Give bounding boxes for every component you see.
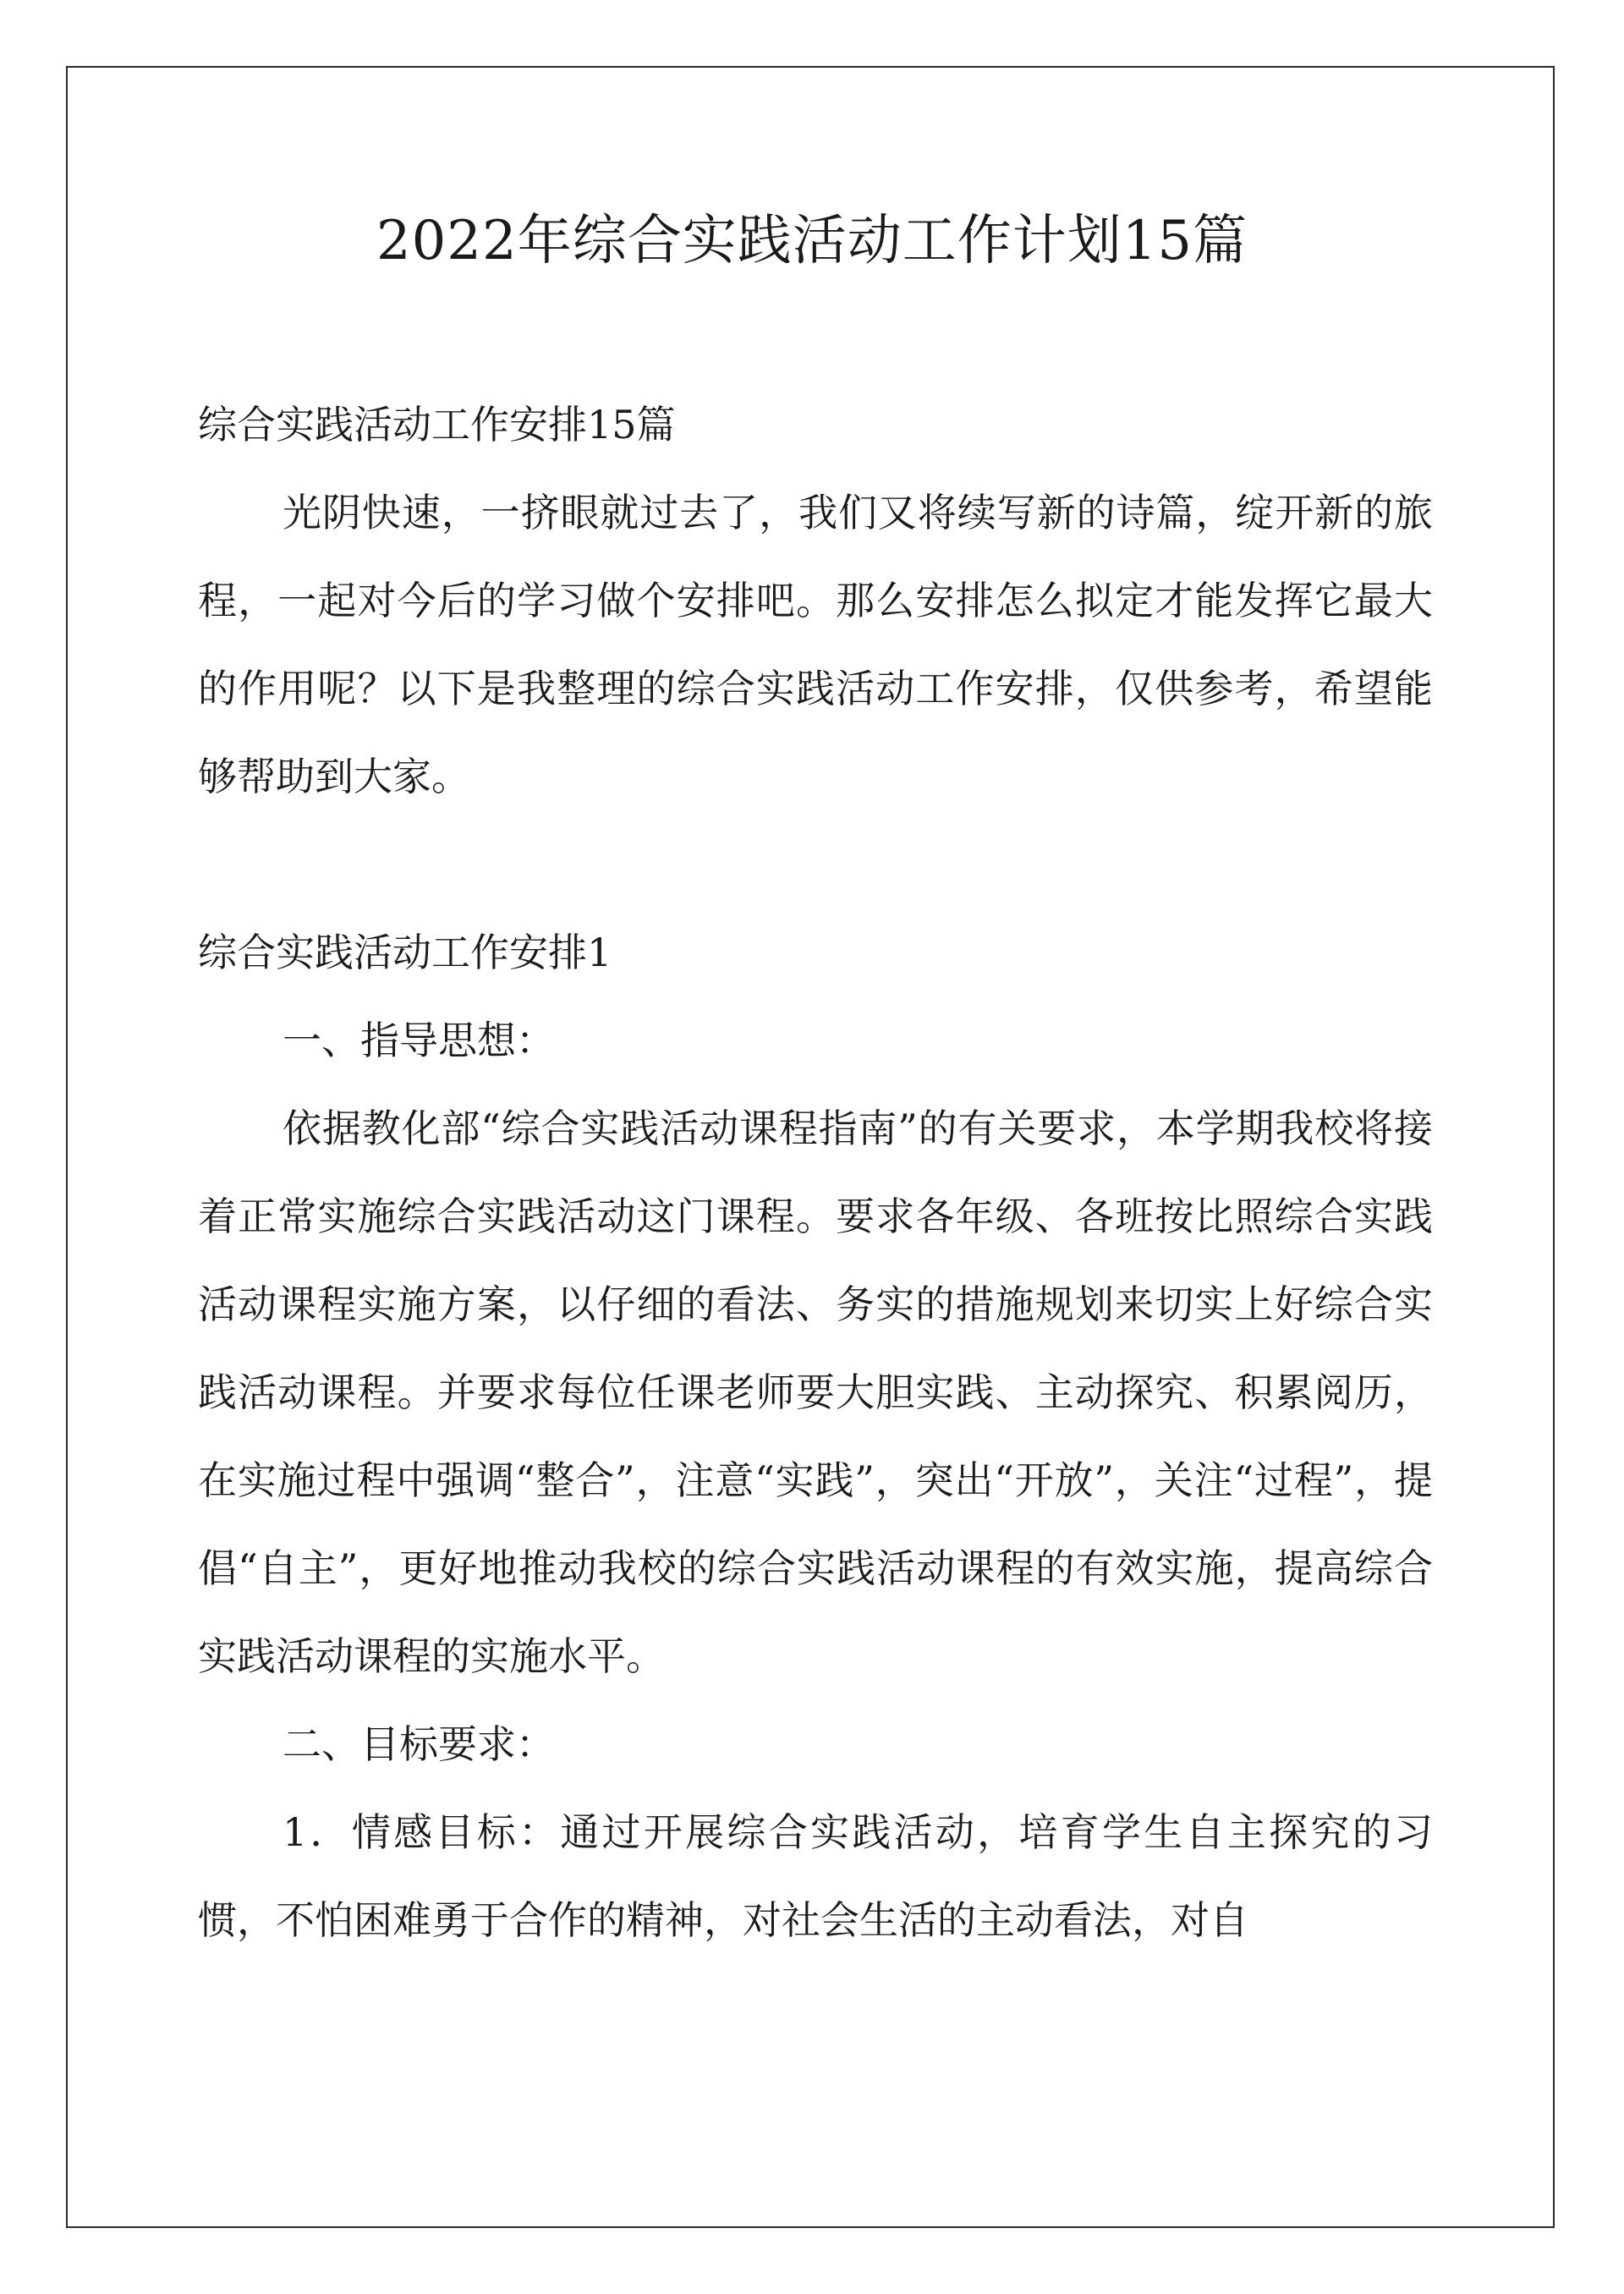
part1-paragraph: 依据教化部“综合实践活动课程指南”的有关要求，本学期我校将接着正常实施综合实践活动这门课程。要求各年级、各班按比照综合实践活动课程实施方案，以仔细的看法、务实的措施规划来切实上好综合实践活动课程。并要求每位任课老师要大胆实践、主动探究、积累阅历，在实施过程中强调“整合”，注意“实践”，突出“开放”，关注“过程”，提倡“自主”，更好地推动我校的综合实践活动课程的有效实施，提高综合实践活动课程的实施水平。 — [198, 1106, 1433, 1679]
part1-heading: 一、指导思想： — [283, 1018, 555, 1063]
part2-heading: 二、目标要求： — [283, 1721, 555, 1767]
document-title: 2022年综合实践活动工作计划15篇 — [376, 210, 1248, 272]
section-heading: 综合实践活动工作安排1 — [198, 930, 612, 975]
part2-item-1: 1．情感目标：通过开展综合实践活动，培育学生自主探究的习惯，不怕困难勇于合作的精神，对社会生活的主动看法，对自 — [198, 1809, 1433, 1943]
document-body — [198, 381, 1433, 1964]
intro-paragraph: 光阴快速，一挤眼就过去了，我们又将续写新的诗篇，绽开新的旅程，一起对今后的学习做个安排吧。那么安排怎么拟定才能发挥它最大的作用呢？以下是我整理的综合实践活动工作安排，仅供参考，希望能够帮助到大家。 — [198, 490, 1433, 799]
subtitle: 综合实践活动工作安排15篇 — [198, 402, 676, 447]
